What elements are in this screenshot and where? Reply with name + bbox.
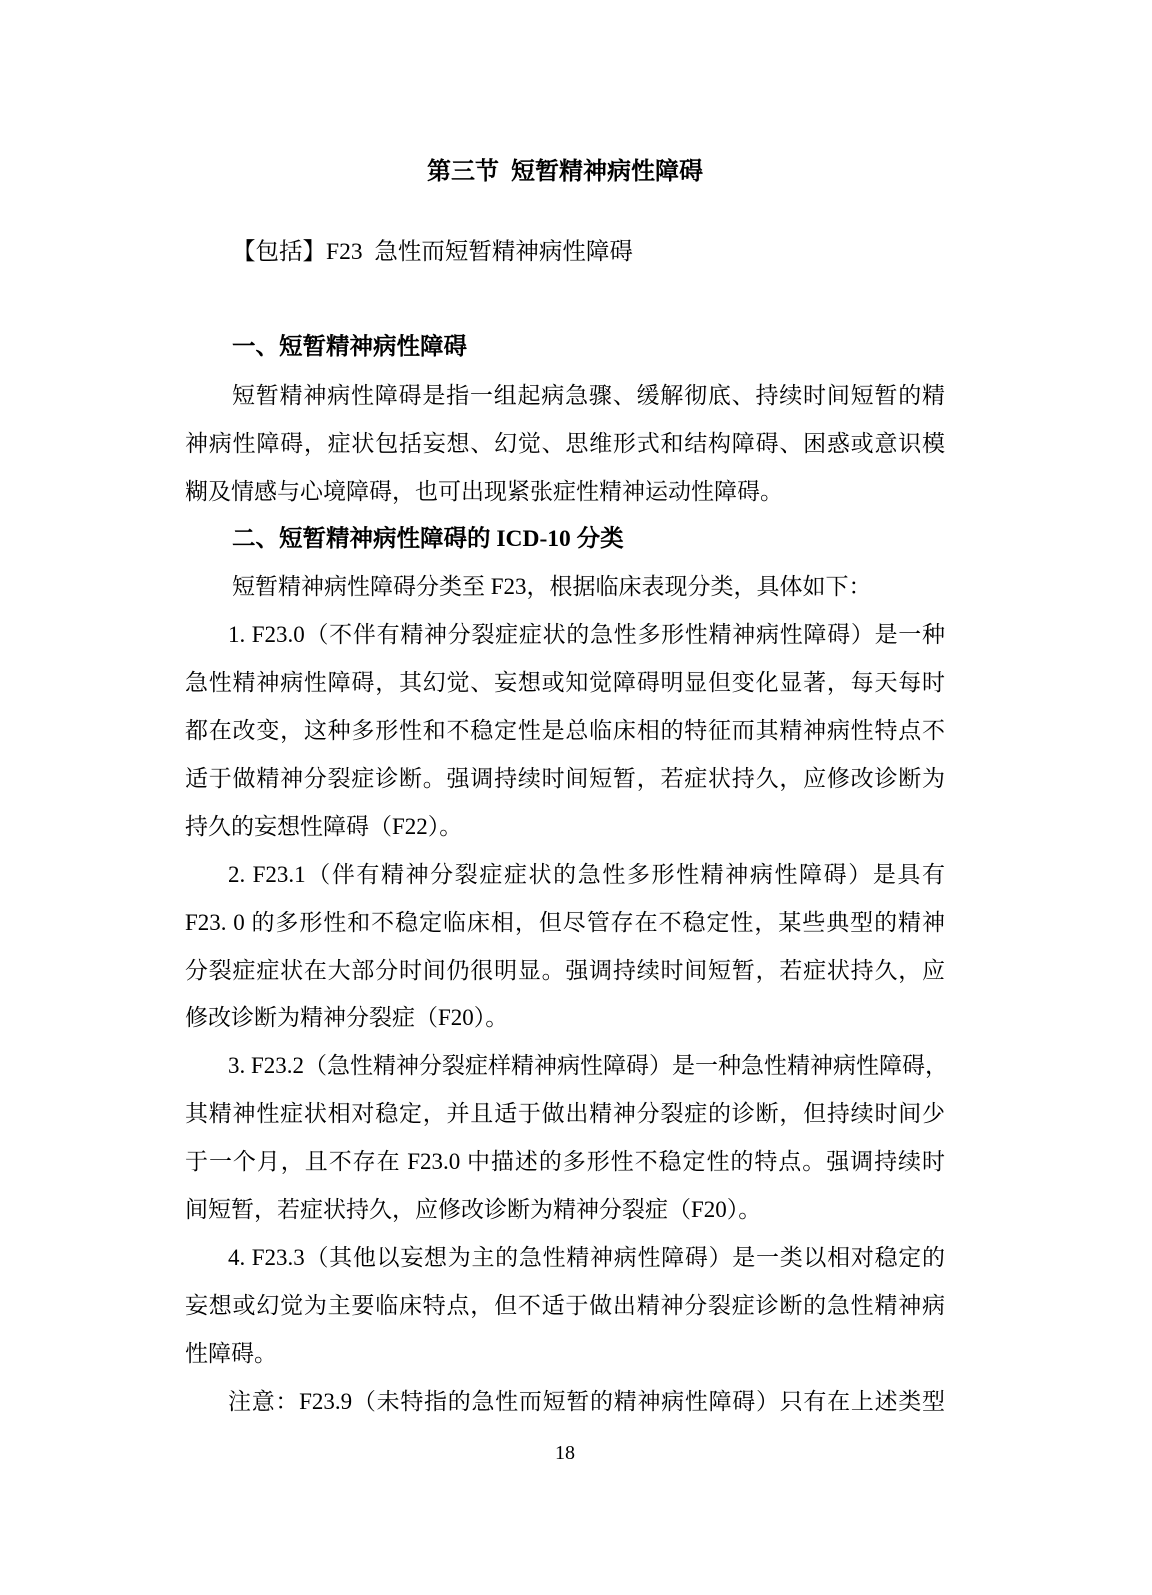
paragraph-2-line: 短暂精神病性障碍分类至 F23，根据临床表现分类，具体如下：	[232, 574, 872, 600]
includes-line: 【包括】F23 急性而短暂精神病性障碍	[232, 239, 633, 265]
body-text	[185, 324, 949, 1425]
page-number: 18	[555, 1442, 575, 1464]
item-1-line: 1. F23.0（不伴有精神分裂症症状的急性多形性精神病性障碍）是一种	[228, 622, 945, 648]
section-title: 第三节 短暂精神病性障碍	[427, 159, 703, 185]
item-3-line: 于一个月，且不存在 F23.0 中描述的多形性不稳定性的特点。强调持续时	[185, 1149, 945, 1175]
paragraph-1-line: 短暂精神病性障碍是指一组起病急骤、缓解彻底、持续时间短暂的精	[232, 382, 945, 408]
paragraph-1-line: 神病性障碍，症状包括妄想、幻觉、思维形式和结构障碍、困惑或意识模	[185, 430, 945, 456]
item-1-line: 持久的妄想性障碍（F22）。	[185, 813, 463, 839]
item-4-line: 性障碍。	[185, 1340, 277, 1366]
heading-1: 一、短暂精神病性障碍	[232, 334, 467, 360]
item-3-line: 间短暂，若症状持久，应修改诊断为精神分裂症（F20）。	[185, 1197, 762, 1223]
item-2-line: 分裂症症状在大部分时间仍很明显。强调持续时间短暂，若症状持久，应	[185, 957, 945, 983]
note-line: 注意：F23.9（未特指的急性而短暂的精神病性障碍）只有在上述类型	[228, 1388, 945, 1414]
item-3-line: 3. F23.2（急性精神分裂症样精神病性障碍）是一种急性精神病性障碍，	[228, 1053, 949, 1079]
item-3-line: 其精神性症状相对稳定，并且适于做出精神分裂症的诊断，但持续时间少	[185, 1101, 945, 1127]
item-1-line: 急性精神病性障碍，其幻觉、妄想或知觉障碍明显但变化显著，每天每时	[185, 670, 945, 696]
paragraph-1-line: 糊及情感与心境障碍，也可出现紧张症性精神运动性障碍。	[185, 478, 783, 504]
item-2-line: F23. 0 的多形性和不稳定临床相，但尽管存在不稳定性，某些典型的精神	[185, 909, 945, 935]
heading-2: 二、短暂精神病性障碍的 ICD-10 分类	[232, 525, 624, 552]
item-4-line: 4. F23.3（其他以妄想为主的急性精神病性障碍）是一类以相对稳定的	[228, 1244, 945, 1270]
item-2-line: 2. F23.1（伴有精神分裂症症状的急性多形性精神病性障碍）是具有	[228, 861, 945, 887]
item-2-line: 修改诊断为精神分裂症（F20）。	[185, 1005, 509, 1031]
item-1-line: 都在改变，这种多形性和不稳定性是总临床相的特征而其精神病性特点不	[185, 718, 945, 744]
item-1-line: 适于做精神分裂症诊断。强调持续时间短暂，若症状持久，应修改诊断为	[185, 766, 945, 792]
item-4-line: 妄想或幻觉为主要临床特点，但不适于做出精神分裂症诊断的急性精神病	[185, 1292, 945, 1318]
